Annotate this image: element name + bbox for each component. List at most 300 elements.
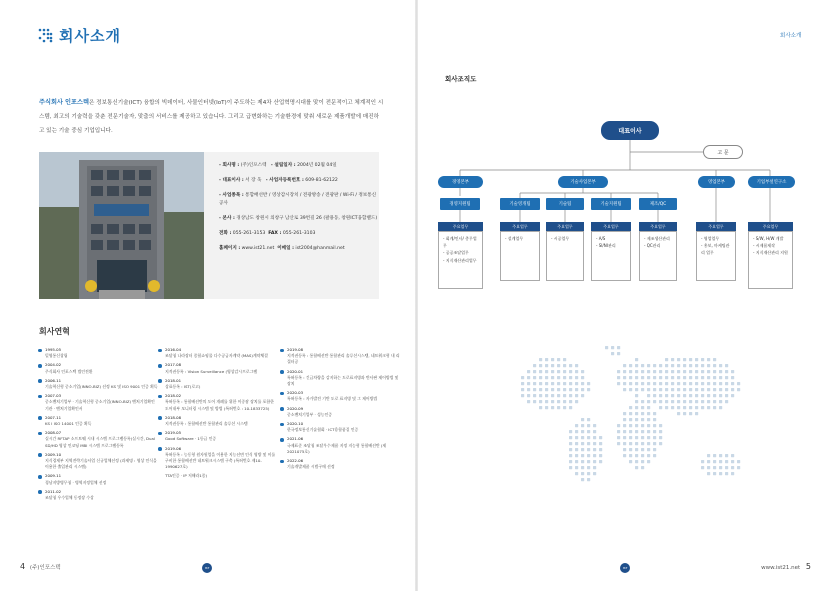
map-dot [659, 364, 662, 367]
map-dot [563, 388, 566, 391]
map-dot [629, 424, 632, 427]
left-folio [20, 562, 61, 571]
map-dot [575, 472, 578, 475]
history-text: 지적권등록 : 통합배선반 통합관리 솔루션시스템, 네트워크형 내 리절터공 [287, 353, 400, 365]
map-dot [707, 388, 710, 391]
history-text: 중소벤처기업부 · 기술혁신형 중소기업(INNO-BIZ) 벤처기업확인기관 · 벤처기업확인서 [45, 399, 155, 411]
map-dot [653, 448, 656, 451]
map-dot [551, 364, 554, 367]
map-dot [737, 466, 740, 469]
duty-box: - S/W, H/W 개발 - 시제품제작 - 지식재산관리 지원 [748, 231, 793, 289]
map-dot [557, 388, 560, 391]
bullet-dot-icon [38, 416, 42, 420]
map-dot [569, 466, 572, 469]
duty-tag: 주요업무 [438, 222, 483, 231]
history-entry [38, 393, 158, 412]
map-dot [707, 382, 710, 385]
history-text: KS I ISO 14001 인증 획득 [45, 421, 92, 427]
map-dot [569, 400, 572, 403]
map-dot [539, 382, 542, 385]
map-dot [713, 406, 716, 409]
map-dot [569, 364, 572, 367]
map-dot [671, 382, 674, 385]
duty-box: - 시공업무 [546, 231, 584, 281]
map-dot [695, 358, 698, 361]
map-dot [659, 376, 662, 379]
map-dot [629, 412, 632, 415]
map-dot [677, 388, 680, 391]
map-dot [617, 376, 620, 379]
map-dot [575, 460, 578, 463]
map-dot [569, 430, 572, 433]
map-dot [575, 370, 578, 373]
map-dot [653, 430, 656, 433]
history-entry [280, 369, 400, 388]
label-fax: FAX : [268, 231, 282, 236]
map-dot [695, 394, 698, 397]
map-dot [557, 370, 560, 373]
map-dot [671, 394, 674, 397]
history-date: 1995.05 [45, 347, 62, 352]
history-date: 2009.11 [45, 473, 62, 479]
map-dot [635, 394, 638, 397]
value-email[interactable]: ist2004@hanmail.net [295, 246, 345, 251]
map-dot [653, 394, 656, 397]
map-dot [671, 388, 674, 391]
map-dot [671, 370, 674, 373]
map-dot [635, 412, 638, 415]
history-date: 2018.02 [165, 393, 182, 399]
bullet-dot-icon [38, 475, 42, 479]
map-dot [701, 382, 704, 385]
map-dot [671, 406, 674, 409]
map-dot [683, 406, 686, 409]
map-dot [665, 406, 668, 409]
history-entry [38, 452, 158, 471]
map-dot [533, 388, 536, 391]
map-dot [707, 454, 710, 457]
map-dot [617, 370, 620, 373]
map-dot [539, 388, 542, 391]
history-entry [158, 415, 278, 427]
map-dot [647, 460, 650, 463]
logo-text-right: IST [622, 566, 628, 570]
history-title: 회사연혁 [39, 327, 70, 336]
map-dot [539, 400, 542, 403]
org-node-team-1: 경영지원팀 [440, 198, 480, 210]
label-address: - 본사 : [219, 216, 235, 221]
map-dot [731, 460, 734, 463]
value-founded: 2004년 02월 04일 [297, 163, 337, 168]
company-name-highlight: 주식회사 인포스텍 [39, 99, 89, 106]
bullet-dot-icon [280, 392, 284, 396]
map-dot [593, 448, 596, 451]
map-dot [719, 382, 722, 385]
map-dot [623, 448, 626, 451]
history-date: 2008.07 [45, 430, 62, 436]
map-dot [665, 382, 668, 385]
history-entry [158, 446, 278, 471]
history-date: 2006.11 [45, 377, 62, 383]
duty-tag: 주요업무 [748, 222, 793, 231]
map-dot [629, 382, 632, 385]
map-dot [551, 358, 554, 361]
map-dot [533, 364, 536, 367]
history-date: 2007.11 [45, 414, 62, 420]
history-text: 조달청 우수업체 동정장 수상 [45, 495, 94, 501]
map-dot [599, 454, 602, 457]
building-photo [39, 152, 204, 299]
history-text: 기술혁신형 중소기업(INNO-BIZ) 선정 KS 및 ISO 9001 인증 획득 [45, 384, 158, 390]
map-dot [581, 370, 584, 373]
history-entry [280, 421, 400, 433]
map-dot [695, 376, 698, 379]
org-chart [418, 0, 835, 300]
map-dot [659, 370, 662, 373]
bullet-dot-icon [38, 379, 42, 383]
history-text: 특허등록 : 긴급차량을 감지하는 도로표지병과 반사판 제어방법 및 장치 [287, 374, 399, 387]
map-dot [719, 364, 722, 367]
map-dot [587, 436, 590, 439]
map-dot [725, 382, 728, 385]
map-dot [581, 424, 584, 427]
map-dot [683, 358, 686, 361]
map-dot [539, 370, 542, 373]
map-dot [653, 442, 656, 445]
map-dot [563, 382, 566, 385]
map-dot [653, 370, 656, 373]
map-dot [647, 376, 650, 379]
map-dot [665, 394, 668, 397]
map-dot [719, 370, 722, 373]
map-dot [701, 406, 704, 409]
map-dot [725, 364, 728, 367]
map-dot [653, 412, 656, 415]
history-date: 2004.02 [45, 362, 62, 368]
history-date: 2011.02 [45, 488, 62, 494]
map-dot [593, 454, 596, 457]
history-date: 2019.08 [287, 347, 304, 352]
value-business: 통합배선반 / 영상감시장치 / 전광방송 / 전광판 / Wi-Fi / 정보통신공사 [219, 193, 377, 206]
map-dot [593, 472, 596, 475]
map-dot [611, 346, 614, 349]
bullet-dot-icon [38, 490, 42, 494]
map-dot [665, 370, 668, 373]
map-dot [563, 370, 566, 373]
map-dot [623, 430, 626, 433]
map-dot [713, 358, 716, 361]
map-dot [641, 382, 644, 385]
map-dot [665, 376, 668, 379]
history-entry [38, 378, 158, 390]
map-dot [581, 448, 584, 451]
map-dot [719, 466, 722, 469]
duty-box: - 제조생산관리 - QC관리 [639, 231, 677, 281]
map-dot [551, 394, 554, 397]
value-homepage[interactable]: www.ist21.net [241, 246, 275, 251]
map-dot [647, 406, 650, 409]
map-dot [575, 388, 578, 391]
map-dot [557, 364, 560, 367]
intro-text: 은 정보통신기술(ICT) 융합의 빅데이터, 사물인터넷(IoT)이 주도하는 제4차 산업혁명시대를 맞이 전문적이고 체계적인 시스템, 최고의 기술력을 갖춘 전문기술자, 맞춤의 서비스를 제공하고 있습니다. 그리고 급변화하는 기술환경에 맞춰 새로운 제품개발에 매진하고 있는 기술 중심 기업입니다. [39, 100, 384, 134]
bullet-dot-icon [280, 438, 284, 442]
map-dot [659, 400, 662, 403]
map-dot [587, 454, 590, 457]
map-dot [695, 400, 698, 403]
bullet-dot-icon [38, 395, 42, 399]
map-dot [689, 412, 692, 415]
map-dot [623, 442, 626, 445]
map-dot [623, 376, 626, 379]
map-dot [587, 442, 590, 445]
map-dot [527, 370, 530, 373]
map-dot [701, 400, 704, 403]
map-dot [539, 358, 542, 361]
map-dot [677, 412, 680, 415]
company-logo-icon-right [620, 563, 630, 573]
map-dot [581, 376, 584, 379]
map-dot [719, 472, 722, 475]
page-number-right: 5 [805, 562, 811, 571]
map-dot [677, 376, 680, 379]
map-dot [707, 460, 710, 463]
map-dot [689, 394, 692, 397]
map-dot [677, 406, 680, 409]
map-dot [641, 430, 644, 433]
map-dot [617, 424, 620, 427]
map-dot [617, 346, 620, 349]
map-dot [587, 382, 590, 385]
company-intro [39, 96, 384, 138]
map-dot [725, 376, 728, 379]
map-dot [521, 394, 524, 397]
history-entry [280, 406, 400, 418]
history-entry [158, 378, 278, 390]
map-dot [599, 460, 602, 463]
map-dot [641, 454, 644, 457]
map-dot [713, 394, 716, 397]
map-dot [545, 400, 548, 403]
page-title-block [38, 25, 121, 46]
map-dot [701, 388, 704, 391]
map-dot [605, 346, 608, 349]
map-dot [707, 400, 710, 403]
map-dot [695, 370, 698, 373]
map-dot [659, 388, 662, 391]
map-dot [635, 424, 638, 427]
map-dot [701, 460, 704, 463]
map-dot [635, 400, 638, 403]
history-date: 2017.08 [165, 362, 182, 368]
map-dot [659, 442, 662, 445]
map-dot [617, 436, 620, 439]
map-dot [539, 394, 542, 397]
map-dot [551, 382, 554, 385]
map-dot [707, 370, 710, 373]
org-node-team-5: 제조/QC [639, 198, 677, 210]
map-dot [731, 382, 734, 385]
company-info-text [219, 162, 379, 260]
bullet-dot-icon [280, 349, 284, 353]
map-dot [539, 376, 542, 379]
map-dot [629, 460, 632, 463]
folio-website[interactable]: www.ist21.net [761, 565, 801, 571]
map-dot [677, 400, 680, 403]
map-dot [707, 394, 710, 397]
map-dot [641, 364, 644, 367]
map-dot [545, 394, 548, 397]
map-dot [575, 430, 578, 433]
map-dot [677, 364, 680, 367]
left-page [0, 0, 415, 591]
map-dot [707, 472, 710, 475]
history-date: 2020.10 [287, 421, 304, 427]
map-dot [629, 436, 632, 439]
map-dot [557, 358, 560, 361]
right-page [418, 0, 835, 591]
map-dot [581, 454, 584, 457]
map-dot [629, 376, 632, 379]
history-text: 지적권등록 : 통합배선반 통합관리 솔루션 시스템 [165, 421, 248, 427]
map-dot [575, 394, 578, 397]
map-dot [653, 424, 656, 427]
map-dot [617, 382, 620, 385]
map-dot [671, 400, 674, 403]
map-dot [563, 364, 566, 367]
map-dot [689, 376, 692, 379]
map-dot [713, 454, 716, 457]
map-dot [683, 412, 686, 415]
map-dot [581, 478, 584, 481]
history-entry [158, 347, 278, 359]
org-chart-title: 회사조직도 [445, 75, 477, 83]
map-dot [731, 370, 734, 373]
map-dot [671, 358, 674, 361]
folio-company: (주)인포스텍 [29, 565, 61, 571]
history-entry [158, 430, 278, 442]
map-dot [713, 376, 716, 379]
map-dot [725, 400, 728, 403]
map-dot [737, 388, 740, 391]
history-entry [38, 415, 158, 427]
map-dot [719, 376, 722, 379]
map-dot [659, 430, 662, 433]
map-dot [629, 370, 632, 373]
map-dot [545, 370, 548, 373]
map-dot [713, 466, 716, 469]
map-dot [629, 418, 632, 421]
map-dot [545, 388, 548, 391]
map-dot [737, 460, 740, 463]
map-dot [695, 382, 698, 385]
history-text: 지식경제부 지역전략기술사업 신규업체선정 (과제명 : 영상 인식을 이용한 출입관리 시스템) [45, 458, 157, 470]
map-dot [533, 382, 536, 385]
map-dot [647, 430, 650, 433]
map-dot [725, 388, 728, 391]
map-dot [593, 466, 596, 469]
history-entry [280, 458, 400, 470]
map-dot [659, 382, 662, 385]
history-date: 2009.10 [45, 451, 62, 457]
map-dot [557, 382, 560, 385]
history-column-1 [38, 347, 158, 504]
org-node-division-1: 경영본부 [438, 176, 483, 188]
map-dot [659, 424, 662, 427]
map-dot [521, 382, 524, 385]
map-dot [641, 400, 644, 403]
org-node-team-4: 기술지원팀 [591, 198, 631, 210]
map-dot [707, 364, 710, 367]
map-dot [563, 358, 566, 361]
logo-text: IST [204, 566, 210, 570]
map-dot [641, 418, 644, 421]
map-dot [725, 466, 728, 469]
history-entry [158, 362, 278, 374]
label-biz-no: - 사업자등록번호 : [265, 178, 304, 183]
map-dot [599, 436, 602, 439]
map-dot [635, 442, 638, 445]
history-text: 주식회사 인포스텍 법인전환 [45, 368, 93, 374]
map-dot [695, 412, 698, 415]
map-dot [587, 466, 590, 469]
map-dot [569, 394, 572, 397]
map-dot [635, 448, 638, 451]
map-dot [683, 394, 686, 397]
map-dot [569, 370, 572, 373]
map-dot [545, 382, 548, 385]
map-dot [545, 358, 548, 361]
map-dot [689, 382, 692, 385]
map-dot [539, 364, 542, 367]
map-dot [539, 406, 542, 409]
map-dot [587, 430, 590, 433]
map-dot [629, 448, 632, 451]
label-company-name: - 회사명 : [219, 163, 240, 168]
map-dot [623, 382, 626, 385]
map-dot [581, 466, 584, 469]
history-date: 2019.06 [165, 445, 182, 451]
map-dot [725, 370, 728, 373]
map-dot [647, 454, 650, 457]
history-text: 국제표준 조달청 조달우수제품 지정 지능형 통합배선반 (제2021075호) [287, 442, 387, 454]
map-dot [713, 472, 716, 475]
map-dot [707, 376, 710, 379]
history-date: 2022.06 [287, 458, 304, 464]
bullet-dot-icon [158, 364, 162, 368]
map-dot [557, 406, 560, 409]
bullet-dot-icon [158, 432, 162, 436]
map-dot [629, 454, 632, 457]
map-dot [551, 406, 554, 409]
map-dot [551, 388, 554, 391]
map-dot [641, 376, 644, 379]
map-dot [713, 364, 716, 367]
map-dot [653, 376, 656, 379]
map-dot [701, 370, 704, 373]
map-dot [635, 460, 638, 463]
value-tel: 055-261-3153 [232, 231, 266, 236]
org-node-ceo: 대표이사 [601, 121, 659, 140]
map-dot [731, 466, 734, 469]
map-dot [575, 466, 578, 469]
map-dot [695, 406, 698, 409]
map-dot [593, 424, 596, 427]
map-dot [641, 370, 644, 373]
map-dot [641, 460, 644, 463]
map-dot [713, 370, 716, 373]
dot-grid-icon [38, 28, 53, 43]
bullet-dot-icon [158, 416, 162, 420]
